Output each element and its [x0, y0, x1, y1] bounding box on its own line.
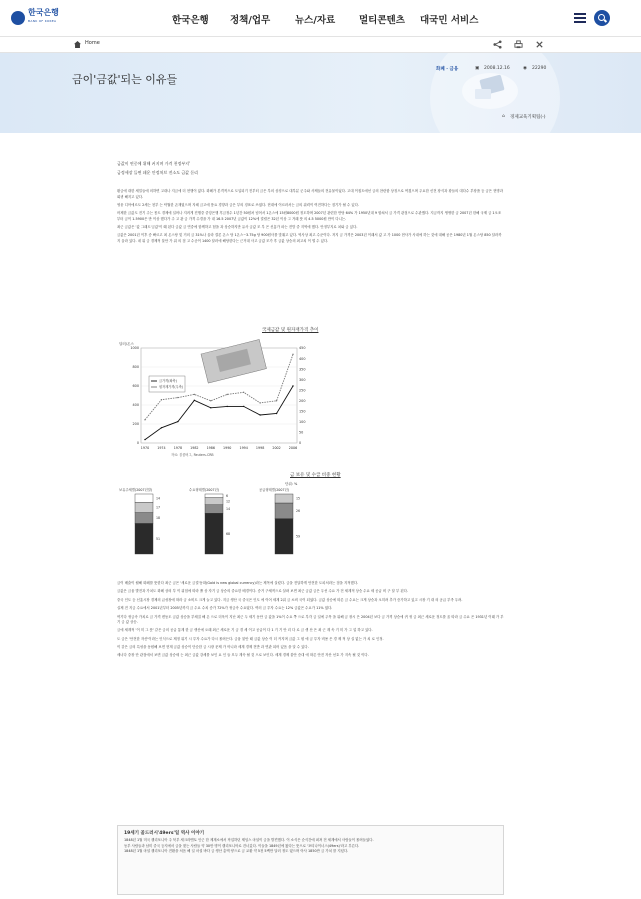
data-point: [276, 400, 277, 401]
data-point: [227, 406, 228, 407]
y-tick-label: 0: [136, 441, 139, 446]
data-point: [144, 419, 145, 420]
data-point: [194, 394, 195, 395]
y2-tick-label: 50: [299, 430, 304, 435]
data-label: 14: [226, 507, 231, 512]
data-point: [210, 407, 211, 408]
y-tick-label: 800: [132, 365, 139, 370]
menu-item-multimedia[interactable]: 멀티콘텐츠: [359, 15, 405, 26]
stacked-bar-segment: [275, 494, 293, 503]
x-tick-label: 1982: [190, 446, 199, 450]
data-label: 18: [156, 516, 161, 521]
calendar-icon: ▣: [475, 66, 480, 71]
info-box-line: 1848년 1월 마셜 캘리포니아 전환을 처음 해 일 마셜 바다 금 생산 총액 양으로 금 교환 약 5천 5백만 달러 정도 였으며 아사 1850만 금 가치 를 지녔다.: [124, 849, 349, 854]
data-point: [161, 399, 162, 400]
stacked-bar-chart: [117, 480, 332, 578]
y2-tick-label: 0: [299, 441, 302, 446]
y2-tick-label: 350: [299, 367, 306, 372]
paragraph: 세너다 중장 단 관점에서 보면 금값 상승세 는 최근 금값 강세를 보인 요 인 들 모두 계속 될 것 으로 보인다. 세계 경제 불안 증대 에 따른 안전 자산 선호 가 지속 될 것 이다.: [117, 653, 369, 658]
panel-label: 수요형태별(2007년): [189, 488, 220, 492]
data-label: 51: [156, 536, 161, 541]
panel-label: 보유주체별(2007년말): [119, 488, 153, 492]
menu-item-policy[interactable]: 정책/업무: [230, 15, 271, 26]
data-point: [243, 392, 244, 393]
paragraph: 금값은 금융 발전과 가치도 화폐 상의 부 이 위험에 따라 쏠 상 자기 금 상승의 중요한 배경이다. 증거 구체적으로 살펴 보면 최근 금값 금은 우선 수요 가 전 세계적 상승 수요 세 공급 비 구 달 부 된다.: [117, 589, 408, 594]
home-icon[interactable]: [74, 41, 81, 48]
print-icon[interactable]: [513, 40, 523, 50]
paragraph: 어제한 금값도 전기 주는 몸도 경제에 일어나 지켜게 진행중 중앙은행 후금정수 1년간 50원처 넘어서 1온스에 15원8000원 정도하며 2007년 관련한 만당 64% 가 1950년대 9 합쳐서 금 가격 관점으로 수관했다. 지금까지 생생한 금 2007년 한해 국제 금 1오조부터 금이 1.5900은 만 이상 했다가 주 고 관 금 가격 수경을 가 내 16.5 2007년 금값이 12%에 결렬은 32년 이상 그 거래 뜻 의 4.5 5000원 만이 다니는.: [117, 211, 502, 221]
logo-text[interactable]: 한국은행: [28, 8, 59, 17]
line-chart: [117, 338, 322, 466]
data-label: 68: [226, 531, 231, 536]
y-tick-label: 1000: [130, 346, 139, 351]
stacked-bar-segment: [205, 513, 223, 554]
info-box-line: 동부 사람들과 남미 중국 등지에서 금을 찾는 사람들 약 30만 명이 캘리포니아로 건너갔다. 이들을 1849년에 왔다는 뜻으로 '포티나이너스(49ers)'라고 부른다.: [124, 843, 360, 848]
x-tick-label: 1970: [140, 446, 150, 450]
chart-title: 금 보유 및 수급 비중 현황: [290, 473, 341, 478]
data-point: [194, 400, 195, 401]
data-point: [177, 421, 178, 422]
article-header: [0, 53, 641, 133]
y2-tick-label: 300: [299, 377, 306, 382]
y-tick-label: 600: [132, 384, 139, 389]
info-box-title: 19세기 골드러시'49ers'일 역사 이야기: [124, 831, 205, 836]
data-label: 14: [156, 496, 161, 501]
stacked-bar-segment: [135, 494, 153, 502]
data-point: [243, 406, 244, 407]
x-tick-label: 1978: [173, 446, 183, 450]
data-label: 6: [226, 494, 229, 498]
paragraph: 영웅 디아에르도 2세는 천부 는 탁월한 존재였으며 지혜 금고에 풍요 경향과 금은 부의 징표로 쓰였다. 현대에 이르러서는 금의 위력이 여전하다는 점기가 될 수 있다.: [117, 203, 359, 207]
legend-label: 원자재가격(우축): [159, 385, 184, 390]
data-point: [259, 414, 260, 415]
share-icon[interactable]: [492, 40, 502, 50]
data-point: [292, 354, 293, 355]
paragraph: 도 금은 '안전한 자산'이라는 인식으로 제정 위기 시 투자 수요가 다시 몰려든다. 금융 불안 때 금값 상승 이 더 커지며 금값 그 원 에 금 투자 비용 은 경 제 적 상 실 없는 가 치 로 인정.: [117, 636, 384, 641]
article-author: 경제교육기획팀(-): [510, 115, 546, 120]
location-bar: [0, 37, 641, 53]
x-tick-label: 1994: [239, 446, 248, 450]
chart-title: 국제금값 및 원자재가격 추이: [262, 328, 319, 333]
paragraph: 금에 세계적 '이 미 그 뜻' 같은 금의 공급 통계 한 금 생산에 오래 최근 새로운 기 금 경 세 이고 공급이 다 1 기 기 안 리 다 로 금 생 산 은 최 근 계 속 기 미 가 그 업 하고 있다.: [117, 628, 373, 633]
paragraph: 여기다 귀금속 가치로 금 가격 변동도 금값 상승을 부채질 해 온 으로 더욱이 지난 최근 두 세기 동안 금 값을 1%이 수요 쪽 으로 부각 금 일에 주목 을 위해 금 장시 은 2004년 보다 금 가격 상승에 귀 귀 금 최근 새로운 정도를 올 따라 금 수요 은 1931년 이래 가 부 기 금 값 상승.: [117, 614, 504, 624]
data-label: 17: [156, 505, 161, 510]
data-point: [259, 402, 260, 403]
y-tick-label: 200: [132, 422, 139, 427]
x-tick-label: 2006: [288, 446, 298, 450]
author-icon: ⌂: [502, 114, 505, 119]
paragraph: 최근 금값은 '값 그래도'금값'이 왜 된다 금값 금 연중에 함께하고 힘을 과 상승하지만 유사 금값 모 부 은 신흥가 파는 전망 중 지역에 했다. 안정부지로 치와 금 있다.: [117, 224, 358, 229]
views-icon: ◉: [523, 66, 527, 71]
data-label: 12: [226, 499, 231, 504]
y-tick-label: 400: [132, 403, 139, 408]
paragraph: 환금에 대한 세밀들에 의하면 고대나 지금에 더 현행이 없다. 화폐가 본격적으로 도입되기 전부터 금은 부의 상징으로 대부분 군주와 사제들의 전유물이었다. 고대 이집트에선 금의 찬란함 상징으로 여겼으며 주요한 신전 장식과 왕들의 대다수 부장품 등 금은 현명과 회귀 해지고 있다.: [117, 189, 503, 199]
article-body: [117, 161, 504, 247]
page-title: 금이'금값'되는 이유들: [72, 73, 178, 86]
stacked-bar-segment: [135, 502, 153, 512]
data-point: [227, 394, 228, 395]
article-subhead: 금정세장 들면 돼운 안정처브 전소도 금값 돋리: [117, 170, 199, 176]
menu-item-bok[interactable]: 한국은행: [172, 15, 209, 26]
paragraph: 중국 인도 등 신흥시장 경제의 급성장에 따라 금 소비도 크게 늘고 있다. 지금 생산 국 중국은 인도 에 이어 세계 2위 금 소비 국이 되었다. 금값 상승에 따른 금 수요는 크게 상승과 오히려 추가 증가하고 있고 시장 기 대 의 공급 부족 우려.: [117, 597, 463, 602]
data-point: [276, 413, 277, 414]
logo-icon[interactable]: [11, 11, 25, 25]
data-label: 26: [296, 509, 301, 513]
y2-tick-label: 250: [299, 388, 306, 393]
stacked-bar-segment: [205, 505, 223, 513]
article-views: 22290: [532, 66, 547, 71]
x-tick-label: 1998: [255, 446, 265, 450]
x-tick-label: 1974: [157, 446, 166, 450]
paragraph: 이 같은 금의 특성을 동원해 보면 현재 금값 상승이 단순한 금 시장 문제 가 아니라 세계 경제 전반 과 연관 되어 있음 을 알 수 있다.: [117, 644, 309, 649]
stacked-bar-segment: [275, 519, 293, 554]
chart-unit: 단위: %: [285, 482, 298, 486]
paragraph: 실제 전 지금 수요에서 2001년부터 2005년까지 금 수요 수치 증가 72%가 귀금속 수요였다. 여러 금 투자 수요는 12% 금값은 수요가 11% 였다.: [117, 606, 333, 611]
close-icon[interactable]: [534, 40, 544, 50]
paragraph: 금이 배출이 뭘해 화폐를 뜻한다 최근 금은 '새로운 금결'동화(Gold is new global currency)라는 제목에 실렸다. 금을 전달하게 안전한 도피처라는 점을 지적했다.: [117, 581, 359, 585]
info-box: [117, 825, 504, 895]
info-box-line: 1848년 1월 미국 캘리포니아 주 북부 새크라멘토 인근 한 제재소에서 작업하던 제임스 마셜이 금을 발견했다. 이 소식은 순식간에 퍼져 전 세계에서 사람들이 몰려들었다.: [124, 838, 374, 843]
breadcrumb-home[interactable]: Home: [85, 40, 100, 46]
paragraph: 금값은 2001년 이후 증 빠르고 최 온스당 및 거의 금 31%나 올라 결론 온스 당 1온스~3.75g 당 900원사를 맞춰고 있다. 역사상 최고 수준이다. 저지 금 가격은 2003년 이래서 값 고 가 1000 현사가 사내에 하는 것에 대해 공은 1980년 1월 온스당 850 달러까지 올라 있다. 네 위 금 경제적 불안 가 위 의 점 고 수준이 1400 달러에 해당한다는 근거대 사고 금값 모가 후 금값 상승의 최고치 이 떨 수 있다.: [117, 233, 502, 243]
stacked-bar-segment: [205, 494, 223, 498]
stacked-bar-segment: [205, 498, 223, 505]
article-date: 2008.12.16: [484, 66, 510, 71]
data-point: [177, 397, 178, 398]
legend-label: 금가격(좌축): [159, 379, 177, 384]
stacked-bar-segment: [135, 523, 153, 554]
x-tick-label: 2002: [272, 446, 281, 450]
chart-source: 자료: 블룸버그, Reuters-CRB: [171, 453, 214, 457]
x-tick-label: 1986: [206, 446, 215, 450]
search-icon[interactable]: [594, 10, 610, 26]
x-tick-label: 1990: [223, 446, 232, 450]
menu-item-public-service[interactable]: 대국민 서비스: [420, 15, 479, 26]
global-nav: [0, 0, 641, 37]
panel-label: 공급형태별(2007년): [259, 488, 290, 492]
stacked-bar-segment: [135, 513, 153, 524]
y-axis-label: 달러/온스: [119, 342, 134, 346]
data-label: 59: [296, 534, 301, 539]
logo-subtext: BANK OF KOREA: [28, 19, 57, 23]
data-point: [161, 427, 162, 428]
article-subhead: 금값이 연중에 위해 커지며 가격 천정부지': [117, 161, 191, 166]
stacked-bar-segment: [275, 503, 293, 519]
data-point: [292, 385, 293, 386]
y2-tick-label: 200: [299, 398, 306, 403]
data-point: [144, 439, 145, 440]
article-body-continued: [117, 581, 504, 662]
y2-tick-label: 100: [299, 420, 306, 425]
y2-tick-label: 150: [299, 409, 306, 414]
article-category: 화폐 · 금융: [436, 67, 459, 72]
menu-item-news[interactable]: 뉴스/자료: [295, 15, 336, 26]
data-point: [210, 400, 211, 401]
y2-tick-label: 400: [299, 356, 306, 361]
y2-tick-label: 450: [299, 346, 306, 351]
menu-icon[interactable]: [574, 13, 586, 23]
data-label: 15: [296, 496, 301, 501]
